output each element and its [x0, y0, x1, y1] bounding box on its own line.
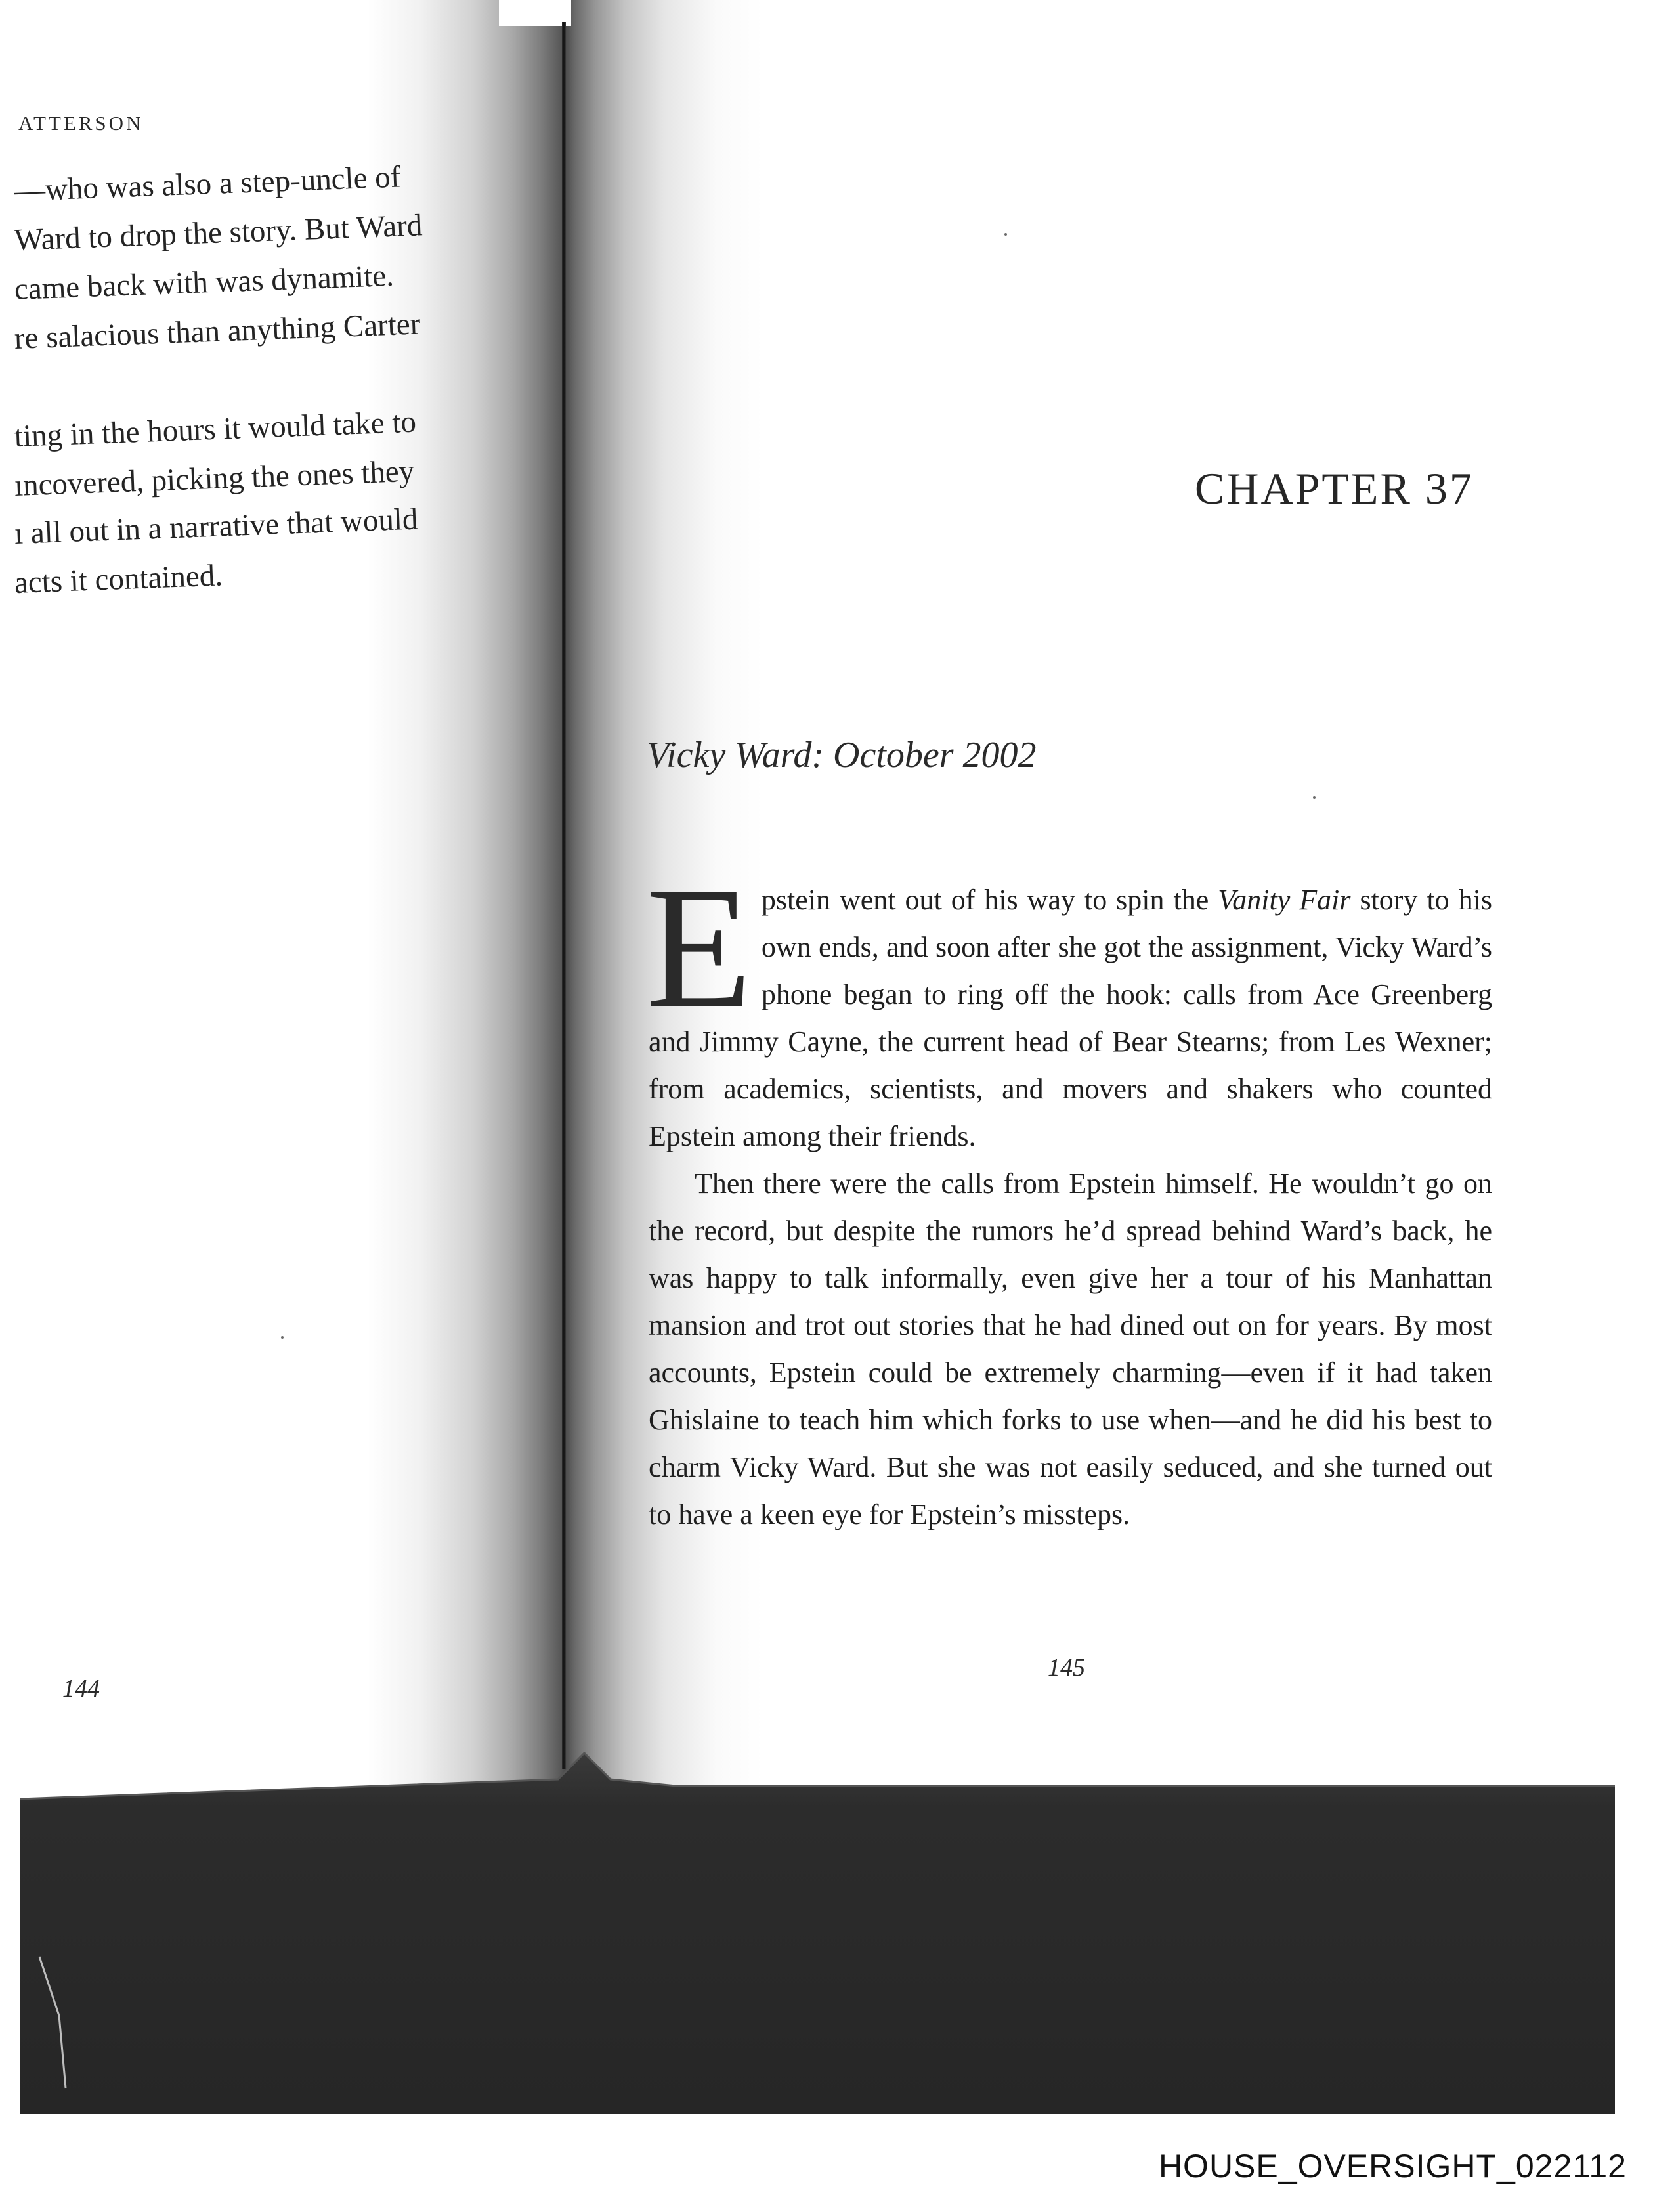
paper-speck — [1004, 233, 1007, 236]
paragraph-1 — [646, 852, 1493, 1160]
left-text-line: —who was also a step-uncle of — [14, 160, 402, 208]
magazine-title: Vanity Fair — [1218, 884, 1351, 916]
chapter-title: CHAPTER 37 — [1195, 464, 1474, 513]
paragraph-2: Then there were the calls from Epstein himself. He wouldn’t go on the record, but despite the rumors he’d spread behind Ward’s back, he was happy to talk informally, even give her a tour of his Manhattan mansion and trot out stories that he had dined out on for years. By most accounts, Epstein could be extremely charming—even if it had taken Ghislaine to teach him which forks to use when—and he did his best to charm Vicky Ward. But she was not easily seduced, and she turned out to have a keen eye for Epstein’s missteps. — [649, 1167, 1492, 1530]
left-text-line: ting in the hours it would take to — [14, 404, 417, 454]
paper-speck — [1313, 796, 1316, 799]
left-page — [0, 0, 566, 1799]
book-edge-shape — [20, 1740, 1615, 2114]
left-text-line: came back with was dynamite. — [14, 258, 395, 307]
left-text-line: Ward to drop the story. But Ward — [14, 208, 423, 257]
paragraph-1-text: pstein went out of his way to spin the — [761, 884, 1218, 916]
left-page-number: 144 — [62, 1675, 100, 1702]
left-text-line: ı all out in a narrative that would — [14, 502, 419, 551]
left-text-line: ıncovered, picking the ones they — [14, 454, 416, 503]
left-running-head: ATTERSON — [18, 112, 144, 135]
paragraph-1-text-cont: story to his own ends, and soon after she got the assignment, Vicky Ward’s phone began to ring off the hook: calls from Ace Greenberg and Jimmy Cayne, the current head of Bear Stearns; from Les Wexner; from academics, scientists, and movers and shakers who counted Epstein among their friends. — [649, 884, 1493, 1152]
book-gutter — [562, 22, 566, 1769]
left-text-line: re salacious than anything Carter — [14, 307, 421, 356]
book-bottom-edge — [20, 1740, 1615, 2114]
chapter-subhead: Vicky Ward: October 2002 — [647, 735, 1037, 775]
top-margin — [499, 0, 571, 26]
chapter-body — [646, 852, 1493, 1538]
left-text-line: acts it contained. — [14, 558, 223, 600]
drop-cap: E — [646, 852, 752, 1044]
right-page-number: 145 — [1048, 1654, 1085, 1681]
paper-speck — [281, 1336, 284, 1339]
bates-stamp: HOUSE_OVERSIGHT_022112 — [1158, 2148, 1627, 2184]
